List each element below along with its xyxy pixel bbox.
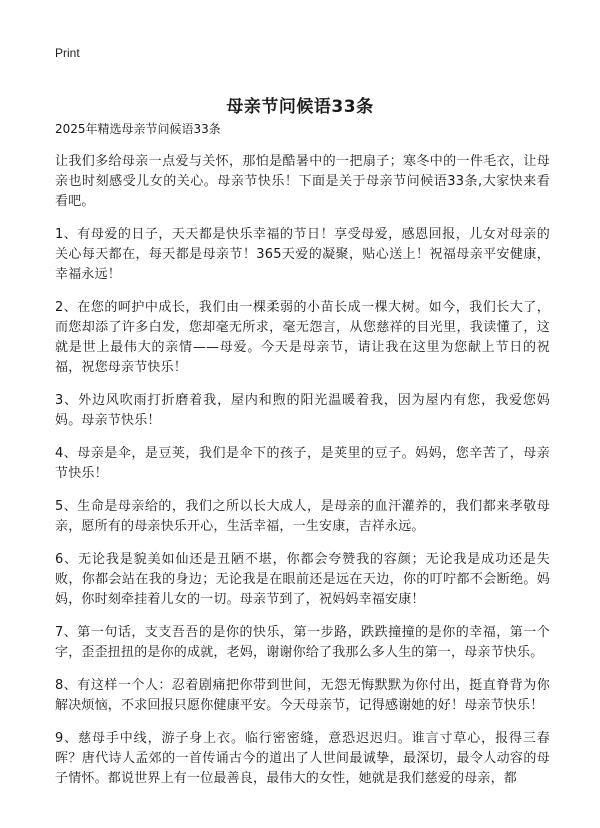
greeting-paragraph-8: 8、有这样一个人：忍着剧痛把你带到世间，无怨无悔默默为你付出，挺直脊背为你解决烦恼，不求回报只愿你健康平安。今天母亲节，记得感谢她的好！母亲节快乐！ — [55, 678, 550, 713]
article-body — [55, 122, 550, 802]
greeting-paragraph-3: 3、外边风吹雨打折磨着我，屋内和煦的阳光温暖着我，因为屋内有您，我爱您妈妈。母亲节快乐！ — [55, 393, 550, 428]
greeting-paragraph-1: 1、有母爱的日子，天天都是快乐幸福的节日！享受母爱，感恩回报，儿女对母亲的关心每天都在，每天都是母亲节！365天爱的凝聚，贴心送上！祝福母亲平安健康，幸福永远！ — [55, 227, 550, 282]
greeting-paragraph-6: 6、无论我是貌美如仙还是丑陋不堪，你都会夸赞我的容颜；无论我是成功还是失败，你都会站在我的身边；无论我是在眼前还是远在天边，你的叮咛都不会断绝。妈妈，你时刻牵挂着儿女的一切。母亲节到了，祝妈妈幸福安康！ — [55, 552, 550, 607]
greeting-paragraph-5: 5、生命是母亲给的，我们之所以长大成人，是母亲的血汗灌养的，我们都来孝敬母亲，愿所有的母亲快乐开心，生活幸福，一生安康，吉祥永远。 — [55, 499, 550, 534]
intro-paragraph: 让我们多给母亲一点爱与关怀，那怕是酷暑中的一把扇子；寒冬中的一件毛衣，让母亲也时刻感受儿女的关心。母亲节快乐！下面是关于母亲节问候语33条,大家快来看看吧。 — [55, 154, 550, 209]
print-link[interactable]: Print — [55, 46, 80, 60]
greeting-paragraph-2: 2、在您的呵护中成长，我们由一棵柔弱的小苗长成一棵大树。如今，我们长大了，而您却添了许多白发，您却毫无所求，毫无怨言，从您慈祥的目光里，我读懂了，这就是世上最伟大的亲情——母爱。今天是母亲节，请让我在这里为您献上节日的祝福，祝您母亲节快乐！ — [55, 300, 550, 375]
greeting-paragraph-4: 4、母亲是伞，是豆荚，我们是伞下的孩子，是荚里的豆子。妈妈，您辛苦了，母亲节快乐！ — [55, 446, 550, 481]
document-subtitle: 2025年精选母亲节问候语33条 — [55, 122, 221, 136]
page-title: 母亲节问候语33条 — [226, 97, 374, 118]
greeting-paragraph-9: 9、慈母手中线，游子身上衣。临行密密缝，意恐迟迟归。谁言寸草心，报得三春晖？唐代诗人孟郊的一首传诵古今的道出了人世间最诚挚，最深切，最令人动容的母子情怀。都说世界上有一位最善良，最伟大的女性，她就是我们慈爱的母亲，都 — [55, 731, 550, 786]
greeting-paragraph-7: 7、第一句话，支支吾吾的是你的快乐，第一步路，跌跌撞撞的是你的幸福，第一个字，歪歪扭扭的是你的成就，老妈，谢谢你给了我那么多人生的第一，母亲节快乐。 — [55, 625, 550, 660]
